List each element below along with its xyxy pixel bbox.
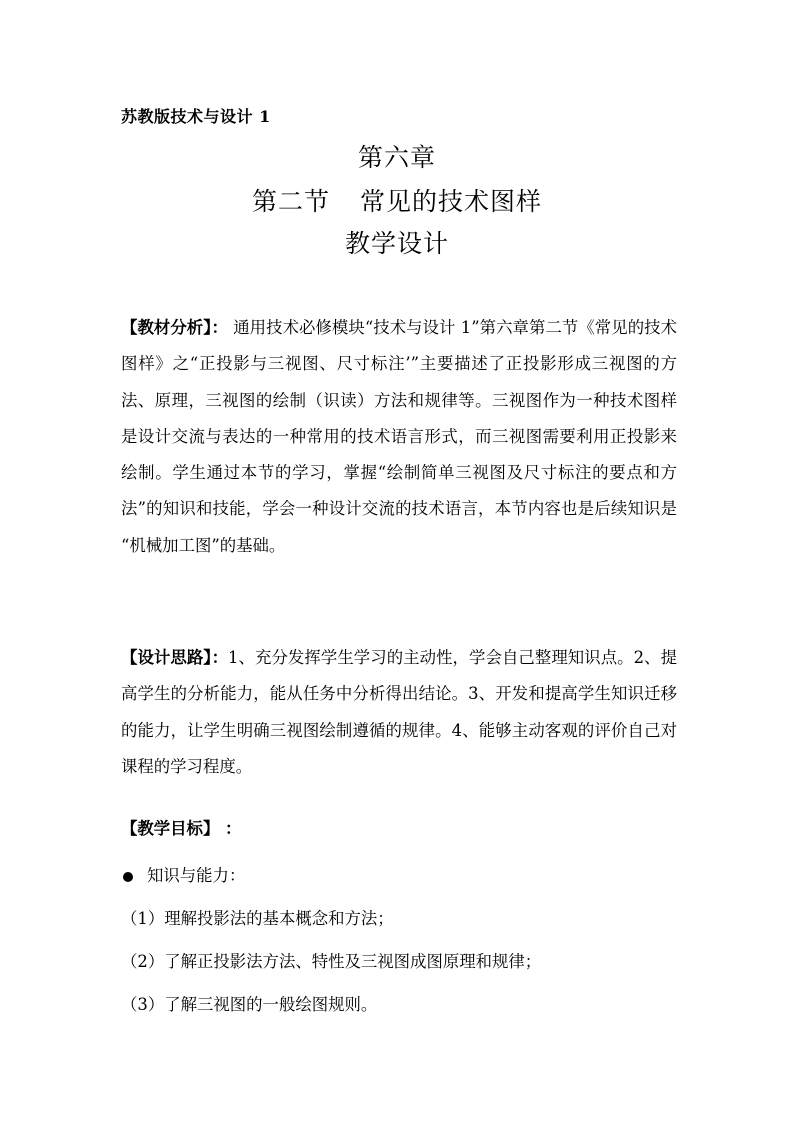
- bullet-icon: [123, 872, 133, 882]
- chapter-title: 第六章: [357, 143, 436, 172]
- analysis-label: 【教材分析】：: [121, 318, 228, 337]
- doc-type-title: 教学设计: [344, 229, 449, 258]
- analysis-paragraph: [121, 310, 677, 564]
- design-text: 1、充分发挥学生学习的主动性，学会自己整理知识点。2、提高学生的分析能力，能从任务中分析得出结论。3、开发和提高学生知识迁移的能力，让学生明确三视图绘制遵循的规律。4、能够主动客观的评价自己对课程的学习程度。: [121, 648, 677, 776]
- analysis-text: 通用技术必修模块“技术与设计 1”第六章第二节《常见的技术图样》之“正投影与三视图、尺寸标注’”主要描述了正投影形成三视图的方法、原理，三视图的绘制（识读）方法和规律等。三视图作为一种技术图样是设计交流与表达的一种常用的技术语言形式，而三视图需要利用正投影来绘制。学生通过本节的学习，掌握“绘制简单三视图及尺寸标注的要点和方法”的知识和技能，学会一种设计交流的技术语言，本节内容也是后续知识是 “机械加工图”的基础。: [121, 318, 677, 555]
- book-title: 苏教版技术与设计 1: [121, 107, 271, 126]
- objectives-label: 【教学目标】 ：: [121, 819, 242, 838]
- objective-item: （3）了解三视图的一般绘图规则。: [121, 995, 378, 1014]
- design-label: 【设计思路】：: [121, 648, 229, 667]
- bullet-heading: 知识与能力：: [147, 866, 246, 885]
- design-paragraph: [121, 640, 677, 785]
- objective-item: （2）了解正投影法方法、特性及三视图成图原理和规律；: [121, 952, 542, 971]
- section-name: 常见的技术图样: [360, 187, 543, 216]
- section-number: 第二节: [251, 187, 330, 216]
- section-title: [0, 187, 794, 217]
- bullet-heading-row: [121, 864, 245, 888]
- objective-item: （1）理解投影法的基本概念和方法；: [121, 909, 394, 928]
